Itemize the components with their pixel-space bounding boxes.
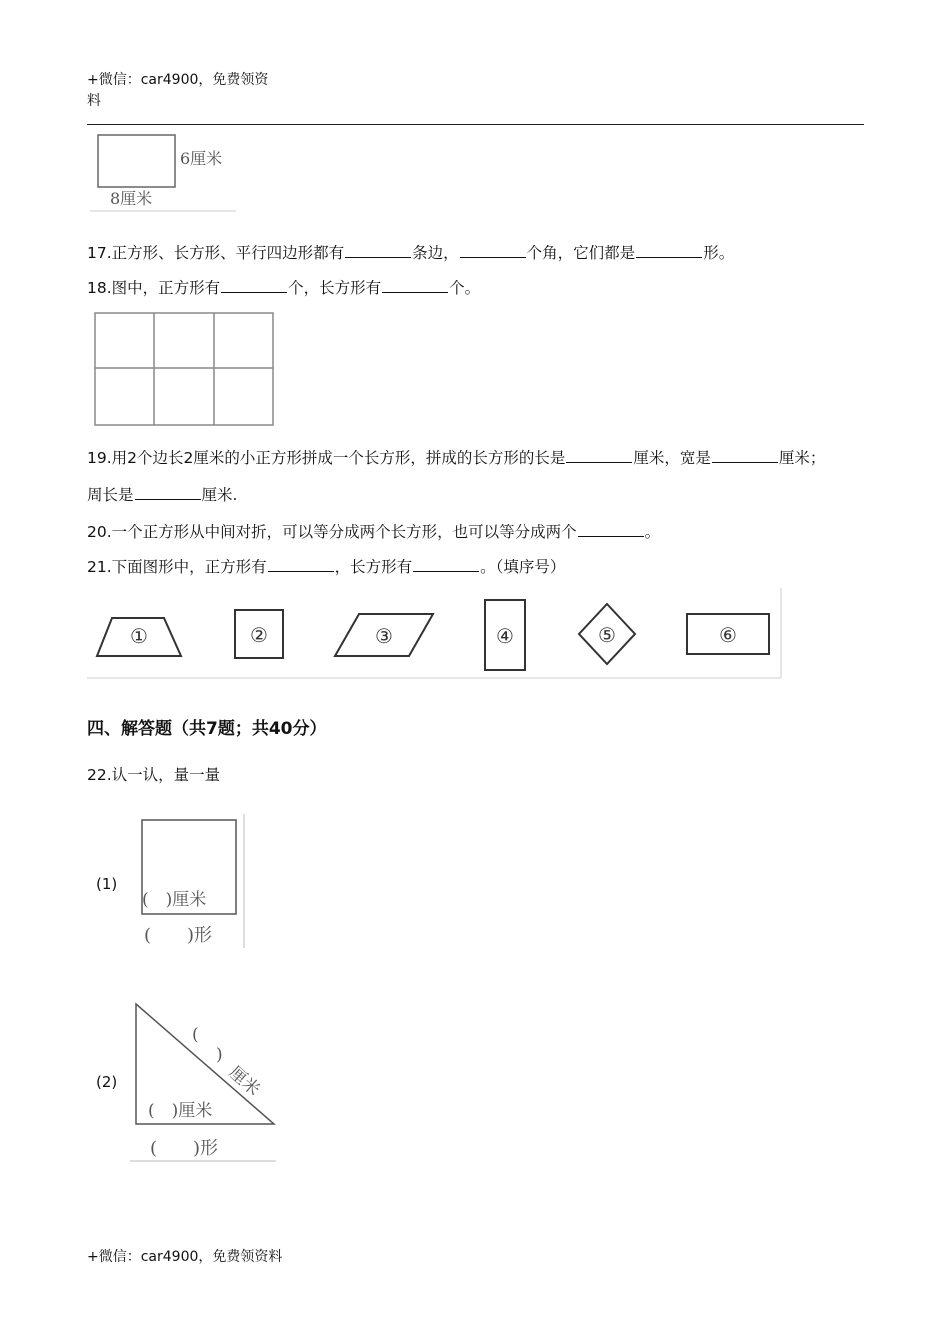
question-21: 21.下面图形中，正方形有 ，长方形有 。（填序号） [87,558,566,576]
hypotenuse-close-paren: ) [216,1045,223,1065]
rectangle-shape [98,135,175,187]
q19-blank-2[interactable] [712,448,778,463]
shapes-figure [87,588,783,680]
q22-triangle-figure [128,998,278,1164]
q22-sub1-label: (1) [96,875,118,893]
q22-square-figure [134,814,249,950]
grid-figure [92,310,278,430]
square-measure-label: ( )厘米 [142,890,207,910]
question-20: 20.一个正方形从中间对折，可以等分成两个长方形，也可以等分成两个 。 [87,523,661,541]
footer-watermark: +微信：car4900，免费领资料 [87,1249,283,1265]
q22-sub2-label: (2) [96,1073,118,1091]
triangle-shape-label: ( )形 [150,1138,219,1159]
header-rule [87,124,864,125]
header-line-1: +微信：car4900，免费领资 [87,72,269,88]
q21-blank-1[interactable] [268,557,334,572]
q21-blank-2[interactable] [413,557,479,572]
q17-blank-3[interactable] [636,243,702,258]
q20-blank-1[interactable] [578,522,644,537]
shape-5-label: ⑤ [598,623,616,647]
question-17: 17.正方形、长方形、平行四边形都有 条边， 个角，它们都是 形。 [87,244,735,262]
question-22-title: 22.认一认，量一量 [87,766,221,784]
square-shape-label: ( )形 [144,925,213,946]
question-19-line-1: 19.用2个边长2厘米的小正方形拼成一个长方形，拼成的长方形的长是 厘米，宽是 厘米； [87,449,826,467]
hypotenuse-unit-label: 厘米 [224,1062,264,1101]
rect-height-label: 6厘米 [180,149,223,168]
q17-blank-1[interactable] [345,243,411,258]
shape-6-label: ⑥ [719,623,737,647]
shape-2-label: ② [250,623,268,647]
q18-blank-1[interactable] [221,278,287,293]
q18-blank-2[interactable] [382,278,448,293]
header-watermark [87,70,287,112]
hypotenuse-open-paren: ( [192,1025,199,1045]
header-line-2: 料 [87,93,101,109]
section-4-title: 四、解答题（共7题；共40分） [87,719,327,739]
grid-outline [95,313,273,425]
rect-width-label: 8厘米 [110,189,153,208]
shape-4-label: ④ [496,624,514,648]
q19-blank-1[interactable] [566,448,632,463]
triangle-base-label: ( )厘米 [148,1101,213,1121]
rectangle-figure [88,130,238,214]
question-18: 18.图中，正方形有 个，长方形有 个。 [87,279,481,297]
q19-blank-3[interactable] [135,485,201,500]
question-19-line-2: 周长是 厘米. [87,486,238,504]
shape-3-label: ③ [375,624,393,648]
q17-blank-2[interactable] [460,243,526,258]
shape-1-label: ① [130,624,148,648]
